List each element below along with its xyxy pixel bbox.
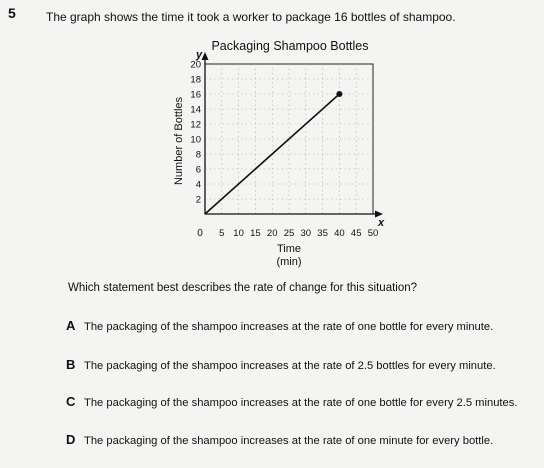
x-tick-label: 20 xyxy=(266,228,278,239)
y-tick-label: 20 xyxy=(190,59,201,71)
y-tick-labels xyxy=(190,60,201,206)
x-tick-label: 5 xyxy=(219,228,225,239)
y-axis-letter: y xyxy=(196,49,203,61)
choice-text: The packaging of the shampoo increases at the rate of one minute for every bottle. xyxy=(84,435,494,447)
y-tick-label: 18 xyxy=(190,74,201,86)
x-tick-label: 15 xyxy=(250,228,261,239)
origin-label: 0 xyxy=(197,228,203,239)
choice-text: The packaging of the shampoo increases at the rate of one bottle for every 2.5 minutes. xyxy=(84,397,518,409)
y-axis-label: Number of Bottles xyxy=(173,96,185,186)
endpoint-dot xyxy=(336,91,342,97)
x-tick-label: 35 xyxy=(317,228,328,239)
choice-a[interactable] xyxy=(66,318,493,333)
x-axis-label: Time xyxy=(276,243,302,255)
y-tick-label: 8 xyxy=(195,149,201,161)
choice-d[interactable] xyxy=(66,432,493,447)
choice-letter: A xyxy=(66,318,76,333)
y-tick-label: 4 xyxy=(195,179,201,191)
choice-b[interactable] xyxy=(66,357,496,372)
x-tick-label: 45 xyxy=(350,228,362,239)
y-axis-arrow xyxy=(202,52,209,60)
question-stem: The graph shows the time it took a worker to package 16 bottles of shampoo. xyxy=(46,10,456,24)
choice-letter: D xyxy=(66,432,76,447)
x-tick-labels xyxy=(219,228,378,239)
chart-title: Packaging Shampoo Bottles xyxy=(211,39,369,53)
x-axis-letter: x xyxy=(378,217,385,229)
x-tick-label: 25 xyxy=(283,228,295,239)
y-tick-label: 14 xyxy=(190,104,201,116)
choice-letter: C xyxy=(66,394,76,409)
chart-series xyxy=(205,91,342,214)
x-tick-label: 30 xyxy=(300,228,312,239)
y-tick-label: 16 xyxy=(190,89,201,101)
x-tick-label: 40 xyxy=(334,228,345,239)
question-prompt: Which statement best describes the rate of change for this situation? xyxy=(68,282,418,294)
y-tick-label: 2 xyxy=(195,194,201,206)
y-tick-label: 12 xyxy=(190,119,201,131)
question-number: 5 xyxy=(8,5,16,21)
choice-c[interactable] xyxy=(66,394,517,409)
choice-text: The packaging of the shampoo increases at the rate of 2.5 bottles for every minute. xyxy=(84,360,496,372)
y-tick-label: 6 xyxy=(195,164,201,176)
y-tick-label: 10 xyxy=(190,134,201,146)
x-tick-label: 10 xyxy=(233,228,244,239)
choice-letter: B xyxy=(66,357,76,372)
x-tick-label: 50 xyxy=(367,228,379,239)
x-axis-unit: (min) xyxy=(276,256,302,268)
choice-text: The packaging of the shampoo increases at the rate of one bottle for every minute. xyxy=(84,321,494,333)
